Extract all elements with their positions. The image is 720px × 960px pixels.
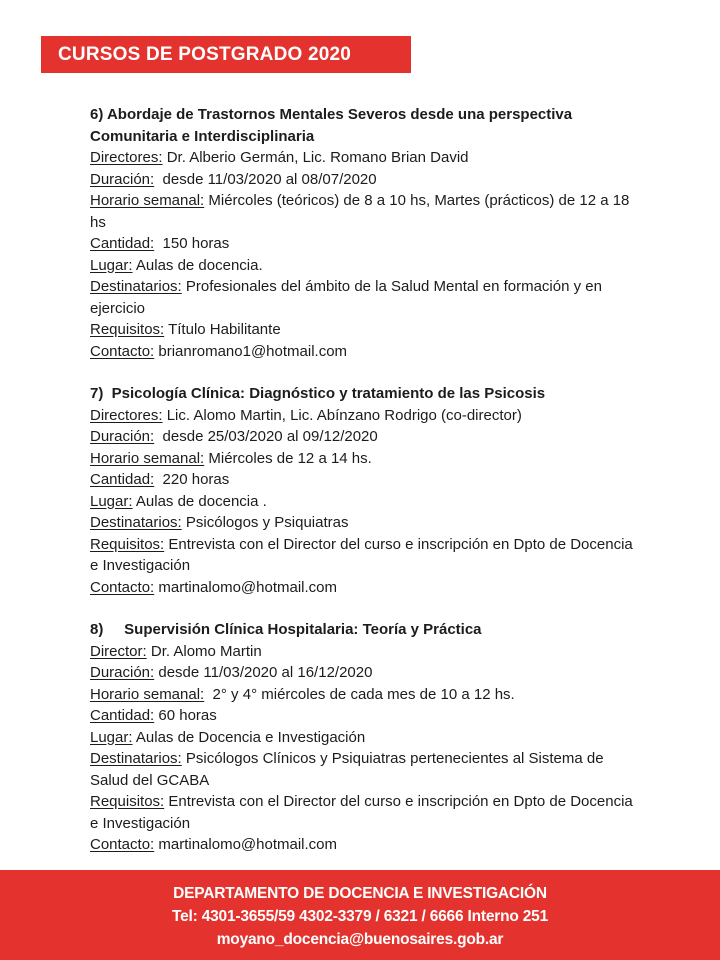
course-field-row: [90, 255, 638, 277]
course-field-row: [90, 190, 638, 233]
field-label: Cantidad:: [90, 471, 155, 488]
course-field-row: [90, 684, 638, 706]
field-value: Psicólogos Clínicos y Psiquiatras pertenecientes al Sistema de Salud del GCABA: [90, 750, 608, 789]
course-title: 7) Psicología Clínica: Diagnóstico y tratamiento de las Psicosis: [90, 385, 546, 402]
course-field-row: [90, 169, 638, 191]
course-fields: [90, 147, 638, 362]
field-value: Aulas de docencia .: [132, 492, 267, 510]
course-field-row: [90, 319, 638, 341]
field-value: desde 11/03/2020 al 16/12/2020: [154, 664, 373, 681]
course-field-row: [90, 469, 638, 491]
course-field-row: [90, 534, 638, 577]
field-label: Requisitos:: [90, 793, 165, 810]
course-field-row: [90, 426, 638, 448]
page-title: CURSOS DE POSTGRADO 2020: [58, 43, 352, 65]
course-field-row: [90, 233, 638, 255]
course-field-row: [90, 512, 638, 534]
field-label: Contacto:: [90, 578, 155, 596]
field-value: 150 horas: [154, 235, 230, 252]
field-value: Aulas de docencia.: [132, 256, 263, 274]
course-field-row: [90, 641, 638, 663]
course-field-row: [90, 662, 638, 684]
field-label: Directores:: [90, 149, 163, 166]
course-field-row: [90, 448, 638, 470]
course-title: 8) Supervisión Clínica Hospitalaria: Teoría y Práctica: [90, 621, 482, 638]
field-label: Lugar:: [90, 256, 133, 274]
field-value: desde 11/03/2020 al 08/07/2020: [154, 170, 377, 188]
course-field-row: [90, 491, 638, 513]
course-list: [90, 104, 638, 856]
course-field-row: [90, 405, 638, 427]
course-field-row: [90, 727, 638, 749]
field-value: 60 horas: [154, 707, 217, 724]
field-label: Cantidad:: [90, 235, 155, 252]
field-label: Destinatarios:: [90, 750, 182, 767]
course-field-row: [90, 276, 638, 319]
footer-email: moyano_docencia@buenosaires.gob.ar: [216, 931, 504, 948]
field-label: Director:: [90, 642, 147, 660]
field-label: Contacto:: [90, 836, 155, 853]
field-label: Lugar:: [90, 728, 133, 746]
course-field-row: [90, 577, 638, 599]
course-fields: [90, 405, 638, 599]
course-field-row: [90, 341, 638, 363]
course-field-row: [90, 834, 638, 856]
course-field-row: [90, 147, 638, 169]
field-label: Duración:: [90, 428, 155, 445]
header-banner: [41, 36, 411, 73]
course-section: [90, 104, 638, 362]
field-label: Duración:: [90, 170, 155, 188]
field-value: martinalomo@hotmail.com: [154, 578, 338, 596]
footer-banner: [0, 870, 720, 960]
field-value: Miércoles (teóricos) de 8 a 10 hs, Martes (prácticos) de 12 a 18 hs: [90, 192, 634, 231]
course-section: [90, 383, 638, 598]
field-value: 2° y 4° miércoles de cada mes de 10 a 12 hs.: [204, 685, 515, 703]
course-field-row: [90, 791, 638, 834]
course-title: 6) Abordaje de Trastornos Mentales Severos desde una perspectiva Comunitaria e Interdisciplinaria: [90, 106, 577, 145]
course-field-row: [90, 705, 638, 727]
field-label: Requisitos:: [90, 535, 165, 553]
field-value: desde 25/03/2020 al 09/12/2020: [154, 428, 378, 445]
course-fields: [90, 641, 638, 856]
field-label: Duración:: [90, 664, 155, 681]
field-label: Horario semanal:: [90, 192, 205, 209]
field-value: Entrevista con el Director del curso e inscripción en Dpto de Docencia e Investigación: [90, 535, 637, 574]
field-value: brianromano1@hotmail.com: [154, 342, 348, 360]
field-label: Directores:: [90, 406, 163, 424]
field-value: Miércoles de 12 a 14 hs.: [204, 449, 372, 467]
field-value: Título Habilitante: [164, 321, 281, 338]
field-value: martinalomo@hotmail.com: [154, 836, 338, 853]
field-value: Psicólogos y Psiquiatras: [181, 514, 349, 531]
field-label: Contacto:: [90, 342, 155, 360]
field-label: Destinatarios:: [90, 514, 182, 531]
field-value: Lic. Alomo Martin, Lic. Abínzano Rodrigo (co-director): [162, 406, 522, 424]
field-label: Requisitos:: [90, 321, 165, 338]
field-label: Destinatarios:: [90, 278, 182, 295]
field-value: 220 horas: [154, 471, 230, 488]
course-section: [90, 619, 638, 856]
footer-department: DEPARTAMENTO DE DOCENCIA E INVESTIGACIÓN: [173, 885, 547, 902]
field-label: Lugar:: [90, 492, 133, 510]
field-value: Dr. Alomo Martin: [146, 642, 262, 660]
field-value: Aulas de Docencia e Investigación: [132, 728, 366, 746]
field-label: Cantidad:: [90, 707, 155, 724]
field-label: Horario semanal:: [90, 685, 205, 703]
footer-phone: Tel: 4301-3655/59 4302-3379 / 6321 / 6666 Interno 251: [171, 908, 548, 925]
field-label: Horario semanal:: [90, 449, 205, 467]
field-value: Entrevista con el Director del curso e inscripción en Dpto de Docencia e Investigación: [90, 793, 637, 832]
field-value: Dr. Alberio Germán, Lic. Romano Brian David: [162, 149, 469, 166]
field-value: Profesionales del ámbito de la Salud Mental en formación y en ejercicio: [90, 278, 607, 317]
course-field-row: [90, 748, 638, 791]
